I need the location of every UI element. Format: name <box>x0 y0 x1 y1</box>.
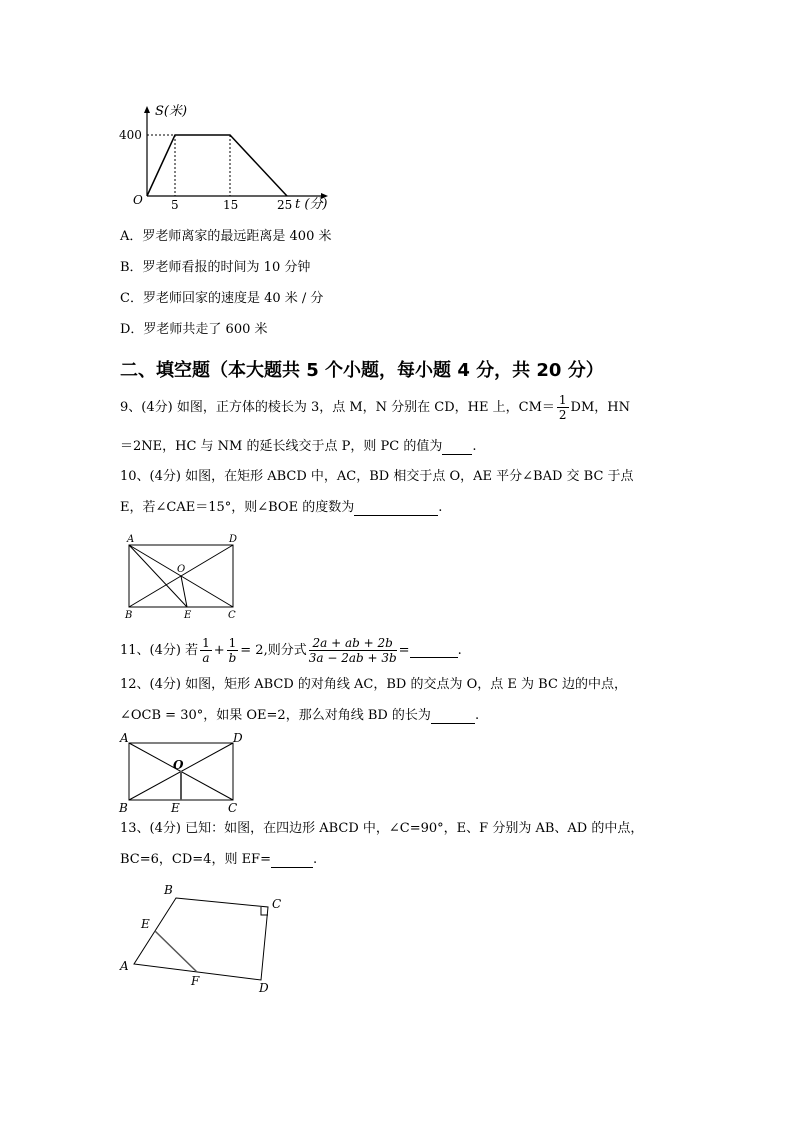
q11-fraction-1-over-b <box>227 636 239 665</box>
q12-rectangle-figure <box>115 728 250 816</box>
q13-answer-blank <box>271 854 313 868</box>
q12-label-o: O <box>173 758 184 772</box>
q10-label-a: A <box>127 534 135 545</box>
q10-label-c: C <box>228 610 236 621</box>
q13-line2 <box>120 852 317 868</box>
q12-label-c: C <box>228 801 238 815</box>
q10-rectangle-figure <box>120 532 250 624</box>
q13-label-d: D <box>259 981 269 995</box>
x-tick-5: 5 <box>171 198 179 212</box>
q9-text-line2: ＝2NE，HC 与 NM 的延长线交于点 P，则 PC 的值为 <box>120 439 443 454</box>
q13-label-b: B <box>164 883 173 897</box>
q13-label-c: C <box>272 897 282 911</box>
q10-text-line2: E，若∠CAE＝15°，则∠BOE 的度数为 <box>120 500 355 515</box>
q11-equals: = <box>398 643 410 658</box>
q13-label-f: F <box>191 974 200 988</box>
q13-text-line2: BC=6，CD=4，则 EF= <box>120 852 271 867</box>
q9-frac-den: 2 <box>558 408 567 422</box>
q9-text-post: DM，HN <box>570 400 630 415</box>
q12-text-line2: ∠OCB = 30°，如果 OE=2，那么对角线 BD 的长为 <box>120 708 431 723</box>
q11-answer-blank <box>410 644 458 658</box>
section-heading: 二、填空题（本大题共 5 个小题，每小题 4 分，共 20 分） <box>120 360 604 381</box>
q12-label-e: E <box>171 801 180 815</box>
q12-answer-blank <box>431 710 475 724</box>
x-axis-label: t (分) <box>295 197 328 212</box>
q11-f2-den: b <box>228 651 237 665</box>
q11-f3-den: 3a − 2ab + 3b <box>308 651 397 665</box>
q13-label-a: A <box>120 959 129 973</box>
q11-f3-num: 2a + ab + 2b <box>309 636 397 651</box>
option-b: B．罗老师看报的时间为 10 分钟 <box>120 260 311 275</box>
q11-text-pre: 11、(4分) 若 <box>120 643 199 658</box>
q11-f1-den: a <box>202 651 210 665</box>
q11-fraction-expression <box>309 636 397 665</box>
q10-line1: 10、(4分) 如图，在矩形 ABCD 中，AC，BD 相交于点 O，AE 平分∠BAD 交 BC 于点 <box>120 469 634 484</box>
option-a: A．罗老师离家的最远距离是 400 米 <box>120 229 332 244</box>
q11-f1-num: 1 <box>202 636 210 650</box>
q13-quadrilateral-figure <box>115 880 290 995</box>
q12-line2 <box>120 708 479 724</box>
q11-plus: + <box>213 643 225 658</box>
q10-answer-blank <box>354 502 438 516</box>
distance-time-graph <box>119 98 335 213</box>
q10-end: . <box>438 500 443 515</box>
q13-line1: 13、(4分) 已知：如图，在四边形 ABCD 中，∠C=90°，E、F 分别为 AB、AD 的中点， <box>120 821 644 836</box>
q10-label-o: O <box>177 564 186 575</box>
q11-text-mid: = 2,则分式 <box>240 643 307 658</box>
q12-label-b: B <box>119 801 128 815</box>
q10-label-d: D <box>229 534 238 545</box>
q9-answer-blank <box>442 441 472 455</box>
q9-fraction <box>557 393 569 422</box>
q11-line <box>120 634 462 668</box>
y-tick-400: 400 <box>119 128 142 142</box>
x-tick-25: 25 <box>277 198 293 212</box>
q13-end: . <box>312 852 318 867</box>
q9-line2 <box>120 439 476 455</box>
q9-frac-num: 1 <box>558 393 567 407</box>
q11-fraction-1-over-a <box>200 636 212 665</box>
q12-line1: 12、(4分) 如图，矩形 ABCD 的对角线 AC，BD 的交点为 O，点 E 为 BC 边的中点， <box>120 677 628 692</box>
q12-label-a: A <box>120 731 129 745</box>
q9-text-pre: 9、(4分) 如图，正方体的棱长为 3，点 M，N 分别在 CD，HE 上，CM＝ <box>120 400 555 415</box>
q10-label-b: B <box>125 610 133 621</box>
q9-end: . <box>472 439 477 454</box>
option-c: C．罗老师回家的速度是 40 米 / 分 <box>120 291 324 306</box>
q12-label-d: D <box>233 731 243 745</box>
origin-label: O <box>133 193 143 207</box>
q12-end: . <box>474 708 480 723</box>
q9-line1 <box>120 393 630 422</box>
x-tick-15: 15 <box>223 198 239 212</box>
option-d: D．罗老师共走了 600 米 <box>120 322 268 337</box>
y-axis-label: S(米) <box>155 104 188 119</box>
q11-end: . <box>457 643 462 658</box>
q11-f2-num: 1 <box>228 636 237 650</box>
q10-label-e: E <box>184 610 192 621</box>
q13-label-e: E <box>141 917 150 931</box>
q10-line2 <box>120 500 442 516</box>
